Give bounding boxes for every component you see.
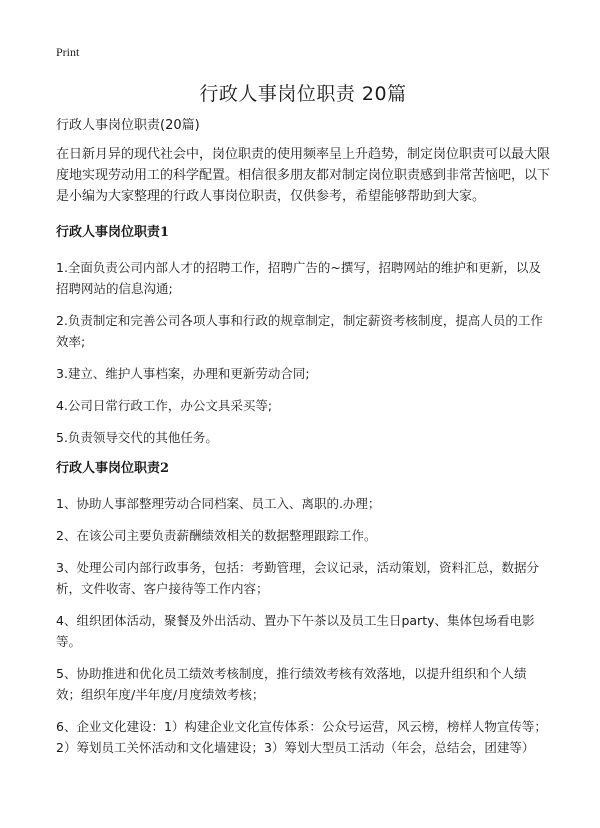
section-item: 5.负责领导交代的其他任务。 [56,430,218,445]
section-item: 6、企业文化建设：1）构建企业文化宣传体系：公众号运营，风云榜，榜样人物宣传等；2）筹划员工关怀活动和文化墙建设；3）筹划大型员工活动（年会，总结会，团建等） [56,719,547,755]
section-item: 3.建立、维护人事档案，办理和更新劳动合同; [56,366,310,381]
section-item: 3、处理公司内部行政事务，包括：考勤管理，会议记录，活动策划，资料汇总，数据分析，文件收寄、客户接待等工作内容； [56,560,539,596]
section-item: 2.负责制定和完善公司各项人事和行政的规章制定，制定薪资考核制度，提高人员的工作效率; [56,313,543,349]
section-item: 2、在该公司主要负责薪酬绩效相关的数据整理跟踪工作。 [56,528,377,543]
section-2 [56,459,550,758]
section-item: 4、组织团体活动，聚餐及外出活动、置办下午茶以及员工生日party、集体包场看电影等。 [56,613,535,649]
section-item: 4.公司日常行政工作，办公文具采买等; [56,398,273,413]
document-title: 行政人事岗位职责 20篇 [199,83,407,105]
intro-paragraph: 在日新月异的现代社会中，岗位职责的使用频率呈上升趋势，制定岗位职责可以最大限度地实现劳动用工的科学配置。相信很多朋友都对制定岗位职责感到非常苦恼吧，以下是小编为大家整理的行政人事岗位职责，仅供参考，希望能够帮助到大家。 [56,147,551,204]
section-item: 1.全面负责公司内部人才的招聘工作，招聘广告的~撰写，招聘网站的维护和更新，以及招聘网站的信息沟通; [56,260,541,296]
section-1 [56,223,550,448]
section-heading: 行政人事岗位职责2 [56,461,170,476]
section-item: 5、协助推进和优化员工绩效考核制度，推行绩效考核有效落地，以提升组织和个人绩效；组织年度/半年度/月度绩效考核； [56,666,527,702]
document-subtitle: 行政人事岗位职责(20篇) [56,118,200,133]
section-item: 1、协助人事部整理劳动合同档案、员工入、离职的.办理； [56,496,381,511]
section-heading: 行政人事岗位职责1 [56,225,170,240]
print-label: Print [56,45,80,59]
